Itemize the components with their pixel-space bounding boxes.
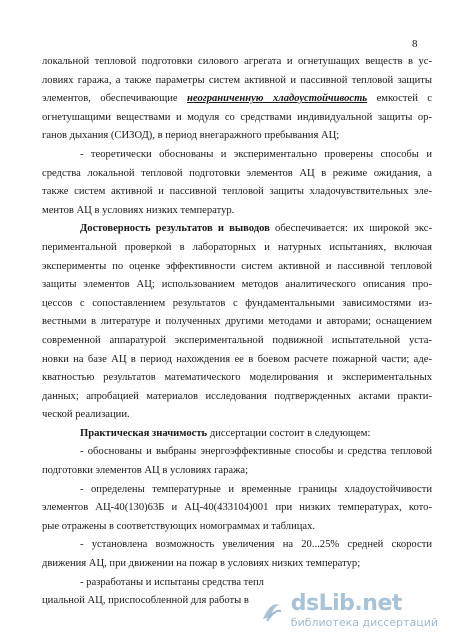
- text-line: кватностью результатов математического моделирования и экспериментальных: [42, 372, 432, 384]
- text-span: диссертации состоит в следующем:: [207, 427, 371, 439]
- emphasized-text: неограниченную хладоустойчивость: [187, 93, 368, 105]
- text-line: современной аппаратурой экспериментальной подвижной испытательной уста-: [42, 334, 432, 346]
- text-line: вестными в литературе и полученных другими методами и авторами; оснащением: [42, 316, 432, 328]
- text-span: обеспечивается: их широкой экс-: [269, 223, 432, 235]
- text-line: ческой реализации.: [42, 409, 130, 421]
- text-line: движения АЦ, при движении на пожар в условиях низких температур;: [42, 558, 361, 570]
- text-span: элементов, обеспечивающие: [42, 93, 188, 105]
- text-span: емкостей с: [367, 93, 432, 105]
- text-line: - обоснованы и выбраны энергоэффективные способы и средства тепловой: [80, 446, 432, 458]
- page-number: 8: [412, 38, 418, 50]
- text-line: ментов АЦ в условиях низких температур.: [42, 204, 235, 216]
- text-line: ганов дыхания (СИЗОД), в период внегаражного пребывания АЦ;: [42, 130, 340, 142]
- text-line: локальной тепловой подготовки силового агрегата и огнетушащих веществ в ус-: [42, 56, 432, 67]
- text-line: подготовки элементов АЦ в условиях гаража;: [42, 465, 249, 477]
- text-line: средства локальной тепловой подготовки элементов АЦ в режиме ожидания, а: [42, 167, 432, 179]
- text-line: данных; апробацией материалов исследования подтвержденных актами практи-: [42, 390, 432, 402]
- text-line: элементов АЦ-40(130)63Б и АЦ-40(433104)001 при низких температурах, кото-: [42, 502, 432, 514]
- text-line: - разработаны и испытаны средства тепл: [80, 576, 264, 588]
- watermark-brand: dsLib.net: [290, 591, 402, 616]
- text-line: [42, 90, 432, 109]
- text-line: циальной АЦ, приспособленной для работы в: [42, 595, 249, 607]
- emphasized-text: Достоверность результатов и выводов: [80, 223, 270, 235]
- text-line: [42, 220, 432, 239]
- text-line: - определены температурные и временные границы хладоустойчивости: [80, 483, 432, 495]
- text-line: рые отражены в соответствующих номограммах и таблицах.: [42, 520, 316, 532]
- emphasized-text: Практическая значимость: [80, 427, 208, 439]
- text-line: [42, 425, 432, 444]
- watermark[interactable]: [253, 591, 442, 630]
- text-line: защиты элементов АЦ; использованием методов аналитического описания про-: [42, 279, 432, 291]
- text-line: огнетушащими веществами и модуля со средствами индивидуальной защиты ор-: [42, 111, 432, 123]
- text-line: периментальной проверкой в лабораторных и натурных испытаниях, включая: [42, 241, 432, 253]
- text-line: также систем активной и пассивной тепловой защиты хладочувствительных эле-: [42, 186, 432, 198]
- text-line: эксперименты по оценке эффективности систем активной и пассивной тепловой: [42, 260, 432, 272]
- dslib-logo-icon: [257, 597, 285, 625]
- text-line: новки на базе АЦ в период нахождения ее в боевом расчете пожарной части; аде-: [42, 353, 432, 365]
- document-body: [42, 53, 432, 611]
- watermark-subtitle: библиотека диссертаций: [290, 616, 438, 629]
- text-line: - установлена возможность увеличения на 20...25% средней скорости: [80, 539, 432, 551]
- text-line: - теоретически обоснованы и экспериментально проверены способы и: [80, 148, 432, 160]
- text-line: ловиях гаража, а также параметры систем активной и пассивной тепловой защиты: [42, 74, 432, 86]
- text-line: цессов с сопоставлением результатов с фундаментальными зависимостями из-: [42, 297, 432, 309]
